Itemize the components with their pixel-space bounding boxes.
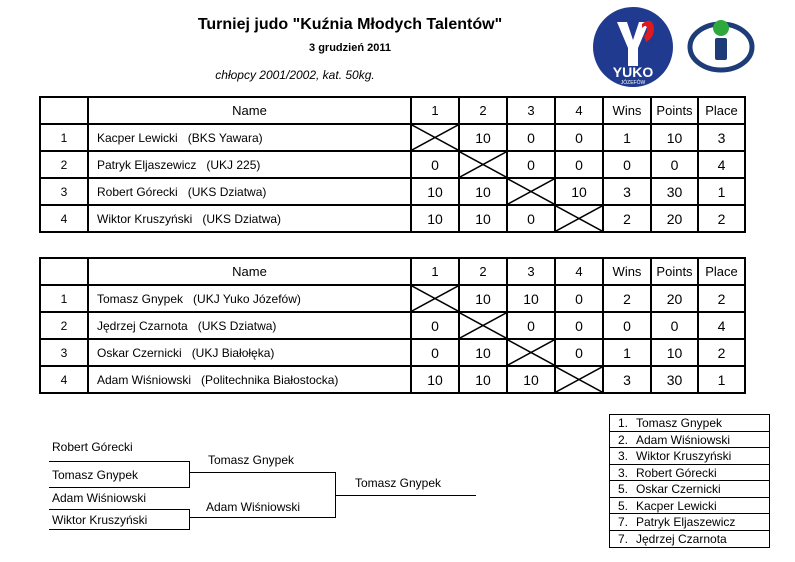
bout-cell-self (411, 285, 459, 312)
table-header-row (40, 258, 745, 285)
bracket-line (49, 529, 190, 530)
bout-score: 0 (555, 151, 603, 178)
header-3: 3 (507, 258, 555, 285)
wins-value: 1 (603, 339, 651, 366)
bracket-semifinal-entrant: Adam Wiśniowski (52, 491, 147, 505)
list-item (610, 498, 769, 515)
cross-mark-icon (556, 206, 602, 231)
place-value: 4 (698, 151, 745, 178)
club-name: (UKS Dziatwa) (202, 211, 282, 226)
place-value: 4 (698, 312, 745, 339)
place-value: 2 (698, 285, 745, 312)
header-1: 1 (411, 258, 459, 285)
bout-score: 10 (459, 205, 507, 232)
bout-score: 10 (459, 339, 507, 366)
standing-place: 3. (618, 465, 629, 480)
bout-cell-self (555, 205, 603, 232)
row-number: 2 (40, 312, 88, 339)
competitor-cell (88, 285, 411, 312)
points-value: 20 (651, 285, 698, 312)
header-place: Place (698, 97, 745, 124)
standing-place: 7. (618, 515, 629, 529)
standing-name: Wiktor Kruszyński (636, 449, 732, 463)
points-value: 10 (651, 124, 698, 151)
standing-name: Robert Górecki (636, 465, 717, 480)
wins-value: 1 (603, 124, 651, 151)
header-points: Points (651, 258, 698, 285)
bracket-finalist: Adam Wiśniowski (206, 500, 301, 514)
place-value: 1 (698, 366, 745, 393)
bout-score: 10 (459, 124, 507, 151)
bracket-line (49, 461, 190, 462)
bout-score: 10 (555, 178, 603, 205)
bout-score: 0 (411, 312, 459, 339)
standing-name: Jędrzej Czarnota (636, 531, 727, 546)
header-cell-blank (40, 97, 88, 124)
table-row (40, 151, 745, 178)
wins-value: 0 (603, 312, 651, 339)
cross-mark-icon (412, 125, 458, 150)
header-2: 2 (459, 97, 507, 124)
competitor-cell (88, 312, 411, 339)
logo-subtext: JÓZEFÓW (620, 80, 646, 86)
competitor-name: Kacper Lewicki (97, 130, 178, 145)
standing-name: Tomasz Gnypek (636, 416, 723, 430)
row-number: 1 (40, 285, 88, 312)
competitor-cell (88, 366, 411, 393)
standing-place: 2. (618, 432, 629, 447)
bout-cell-self (411, 124, 459, 151)
competitor-name: Jędrzej Czarnota (97, 318, 188, 333)
competitor-name: Oskar Czernicki (97, 345, 182, 360)
bout-cell-self (507, 339, 555, 366)
bout-score: 0 (555, 124, 603, 151)
place-value: 2 (698, 205, 745, 232)
bout-score: 0 (555, 312, 603, 339)
list-item (610, 531, 769, 548)
row-number: 4 (40, 205, 88, 232)
wins-value: 3 (603, 178, 651, 205)
club-name: (BKS Yawara) (187, 130, 263, 145)
cross-mark-icon (412, 286, 458, 311)
bout-score: 0 (555, 339, 603, 366)
bout-cell-self (459, 312, 507, 339)
cross-mark-icon (508, 179, 554, 204)
bout-score: 0 (411, 151, 459, 178)
bracket-finalist: Tomasz Gnypek (208, 453, 295, 467)
place-value: 3 (698, 124, 745, 151)
cross-mark-icon (460, 152, 506, 177)
points-value: 0 (651, 312, 698, 339)
points-value: 30 (651, 178, 698, 205)
bout-score: 0 (555, 285, 603, 312)
standing-place: 5. (618, 482, 629, 496)
bout-cell-self (555, 366, 603, 393)
bracket-line (336, 495, 476, 496)
page-title: Turniej judo "Kuźnia Młodych Talentów" (197, 16, 503, 33)
bracket-semifinal-entrant: Wiktor Kruszyński (52, 513, 148, 527)
row-number: 2 (40, 151, 88, 178)
competitor-name: Robert Górecki (97, 184, 178, 199)
standing-place: 1. (618, 416, 629, 430)
list-item (610, 448, 769, 465)
competitor-cell (88, 178, 411, 205)
wins-value: 0 (603, 151, 651, 178)
row-number: 3 (40, 339, 88, 366)
table-row (40, 124, 745, 151)
bout-score: 0 (507, 312, 555, 339)
bout-score: 10 (411, 178, 459, 205)
competitor-cell (88, 124, 411, 151)
cross-mark-icon (556, 367, 602, 392)
row-number: 1 (40, 124, 88, 151)
club-name: (UKJ Białołęka) (191, 345, 275, 360)
bout-score: 0 (507, 124, 555, 151)
results-table-group-2 (39, 257, 746, 394)
list-item (610, 465, 769, 482)
logo-text: YUKO (612, 64, 654, 80)
points-value: 20 (651, 205, 698, 232)
points-value: 30 (651, 366, 698, 393)
bracket-line (190, 472, 336, 473)
table-row (40, 312, 745, 339)
wins-value: 2 (603, 285, 651, 312)
results-table-group-1 (39, 96, 746, 233)
cross-mark-icon (460, 313, 506, 338)
header-wins: Wins (603, 97, 651, 124)
list-item (610, 481, 769, 498)
table-row (40, 366, 745, 393)
standing-place: 5. (618, 498, 629, 513)
bout-score: 0 (507, 151, 555, 178)
club-name: (Politechnika Białostocka) (201, 372, 339, 387)
club-name: (UKS Dziatwa) (197, 318, 277, 333)
competitor-name: Wiktor Kruszyński (97, 211, 193, 226)
header-place: Place (698, 258, 745, 285)
header-1: 1 (411, 97, 459, 124)
bout-score: 10 (507, 285, 555, 312)
table-row (40, 205, 745, 232)
standing-name: Patryk Eljaszewicz (636, 515, 736, 529)
header-name: Name (88, 97, 411, 124)
bout-cell-self (507, 178, 555, 205)
bout-score: 0 (411, 339, 459, 366)
competitor-name: Adam Wiśniowski (97, 372, 192, 387)
place-value: 2 (698, 339, 745, 366)
bracket-semifinal-entrant: Tomasz Gnypek (52, 468, 139, 482)
table-row (40, 178, 745, 205)
table-row (40, 285, 745, 312)
bracket-line (189, 509, 190, 530)
list-item (610, 514, 769, 531)
bout-score: 10 (411, 205, 459, 232)
standing-name: Kacper Lewicki (636, 498, 717, 513)
bout-score: 10 (459, 366, 507, 393)
table-header-row (40, 97, 745, 124)
standing-name: Adam Wiśniowski (636, 432, 731, 447)
header-4: 4 (555, 258, 603, 285)
bracket-line (49, 487, 190, 488)
header-cell-blank (40, 258, 88, 285)
club-name: (UKJ Yuko Józefów) (193, 291, 301, 306)
header-name: Name (88, 258, 411, 285)
points-value: 10 (651, 339, 698, 366)
bout-score: 10 (507, 366, 555, 393)
club-name: (UKJ 225) (206, 157, 261, 172)
table-row (40, 339, 745, 366)
bout-score: 10 (411, 366, 459, 393)
points-value: 0 (651, 151, 698, 178)
info-logo (686, 16, 756, 74)
tournament-date: 3 grudzień 2011 (309, 42, 391, 54)
bracket-semifinal-entrant: Robert Górecki (52, 440, 133, 454)
bout-cell-self (459, 151, 507, 178)
header-points: Points (651, 97, 698, 124)
list-item (610, 432, 769, 449)
list-item (610, 415, 769, 432)
bout-score: 10 (459, 178, 507, 205)
wins-value: 2 (603, 205, 651, 232)
competitor-cell (88, 339, 411, 366)
competitor-cell (88, 205, 411, 232)
weight-category: chłopcy 2001/2002, kat. 50kg. (215, 68, 375, 82)
bracket-line (190, 517, 336, 518)
row-number: 4 (40, 366, 88, 393)
club-name: (UKS Dziatwa) (187, 184, 267, 199)
competitor-name: Tomasz Gnypek (97, 291, 184, 306)
competitor-cell (88, 151, 411, 178)
standing-place: 3. (618, 449, 629, 463)
header-wins: Wins (603, 258, 651, 285)
header-2: 2 (459, 258, 507, 285)
header-4: 4 (555, 97, 603, 124)
bout-score: 0 (507, 205, 555, 232)
header-3: 3 (507, 97, 555, 124)
bracket-winner: Tomasz Gnypek (355, 476, 442, 490)
competitor-name: Patryk Eljaszewicz (97, 157, 197, 172)
wins-value: 3 (603, 366, 651, 393)
row-number: 3 (40, 178, 88, 205)
bracket-line (49, 509, 190, 510)
place-value: 1 (698, 178, 745, 205)
cross-mark-icon (508, 340, 554, 365)
bracket-line (189, 461, 190, 488)
standing-place: 7. (618, 531, 629, 546)
yuko-logo (592, 6, 674, 88)
standing-name: Oskar Czernicki (636, 482, 721, 496)
final-standings (609, 414, 770, 548)
bout-score: 10 (459, 285, 507, 312)
